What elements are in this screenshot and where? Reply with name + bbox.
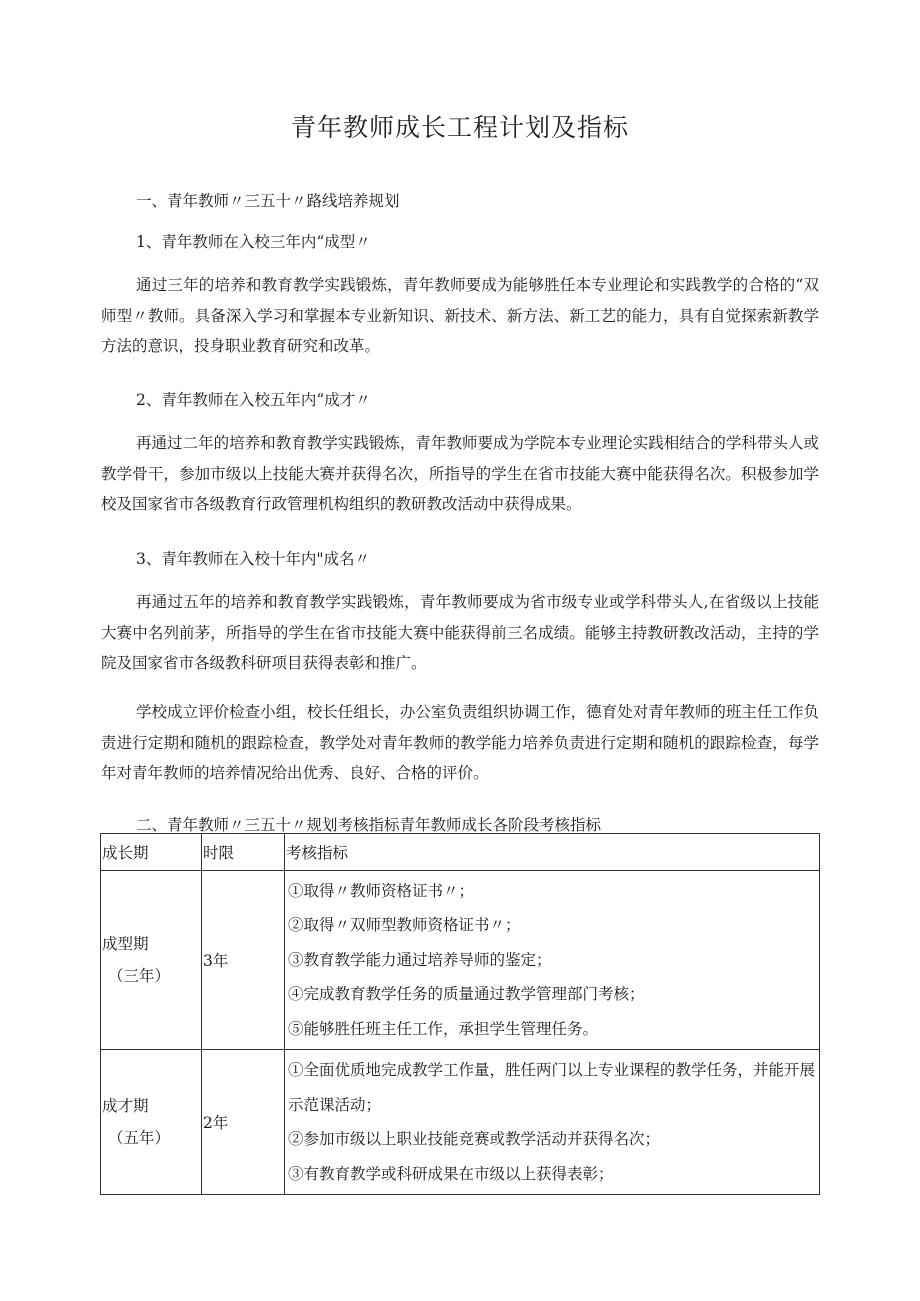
- step1-paragraph: 通过三年的培养和教育教学实践锻炼，青年教师要成为能够胜任本专业理论和实践教学的合格的“双师型〃教师。具备深入学习和掌握本专业新知识、新技术、新方法、新工艺的能力，具有自觉探索新教学方法的意识，投身职业教育研究和改革。: [101, 276, 819, 355]
- section1-heading: 一、青年教师〃三五十〃路线培养规划: [136, 192, 400, 210]
- step3-heading: 3、青年教师在入校十年内"成名〃: [136, 550, 370, 568]
- header-stage: 成长期: [101, 834, 202, 871]
- indicator-item: ④完成教育教学任务的质量通过教学管理部门考核；: [288, 985, 645, 1004]
- table-header-row: [101, 834, 820, 871]
- indicators-cell: [285, 871, 820, 1050]
- indicator-item: ③教育教学能力通过培养导师的鉴定；: [288, 950, 552, 969]
- duration-cell: 3年: [202, 871, 285, 1050]
- step2-heading: 2、青年教师在入校五年内“成才〃: [136, 391, 371, 409]
- stage-cell: [101, 871, 202, 1050]
- assessment-table: [100, 833, 820, 1195]
- evaluation-paragraph: 学校成立评价检查小组，校长任组长，办公室负责组织协调工作，德育处对青年教师的班主任工作负责进行定期和随机的跟踪检查，教学处对青年教师的教学能力培养负责进行定期和随机的跟踪检查，每学年对青年教师的培养情况给出优秀、良好、合格的评价。: [101, 703, 819, 782]
- indicator-item: ①取得〃教师资格证书〃；: [288, 881, 475, 900]
- table-row: [101, 871, 820, 1050]
- indicators-cell: [285, 1050, 820, 1195]
- indicator-item: ③有教育教学或科研成果在市级以上获得表彰；: [288, 1164, 614, 1183]
- step2-paragraph: 再通过二年的培养和教育教学实践锻炼，青年教师要成为学院本专业理论实践相结合的学科带头人或教学骨干，参加市级以上技能大赛并获得名次，所指导的学生在省市技能大赛中能获得名次。积极参加学校及国家省市各级教育行政管理机构组织的教研教改活动中获得成果。: [101, 434, 819, 513]
- indicator-item: ②取得〃双师型教师资格证书〃；: [288, 916, 521, 935]
- indicator-item: ②参加市级以上职业技能竞赛或教学活动并获得名次；: [288, 1130, 661, 1148]
- header-duration: 时限: [202, 834, 285, 871]
- document-title: 青年教师成长工程计划及指标: [290, 113, 629, 142]
- step3-paragraph: 再通过五年的培养和教育教学实践锻炼，青年教师要成为省市级专业或学科带头人,在省级以上技能大赛中名列前茅，所指导的学生在省市技能大赛中能获得前三名成绩。能够主持教研教改活动，主持的学院及国家省市各级教科研项目获得表彰和推广。: [101, 593, 819, 672]
- duration-cell: 2年: [202, 1050, 285, 1195]
- stage-subtitle: （三年）: [108, 967, 171, 985]
- section2-heading: 二、青年教师〃三五十〃规划考核指标青年教师成长各阶段考核指标: [136, 816, 602, 834]
- stage-cell: [101, 1050, 202, 1195]
- indicator-item: ①全面优质地完成教学工作量，胜任两门以上专业课程的教学任务，并能开展示范课活动；: [288, 1061, 816, 1114]
- table-row: [101, 1050, 820, 1195]
- indicator-item: ⑤能够胜任班主任工作，承担学生管理任务。: [288, 1019, 599, 1038]
- header-indicators: 考核指标: [285, 834, 820, 871]
- stage-subtitle: （五年）: [108, 1129, 171, 1147]
- stage-name: 成才期: [102, 1097, 149, 1115]
- stage-name: 成型期: [102, 935, 149, 953]
- step1-heading: 1、青年教师在入校三年内“成型〃: [136, 233, 371, 251]
